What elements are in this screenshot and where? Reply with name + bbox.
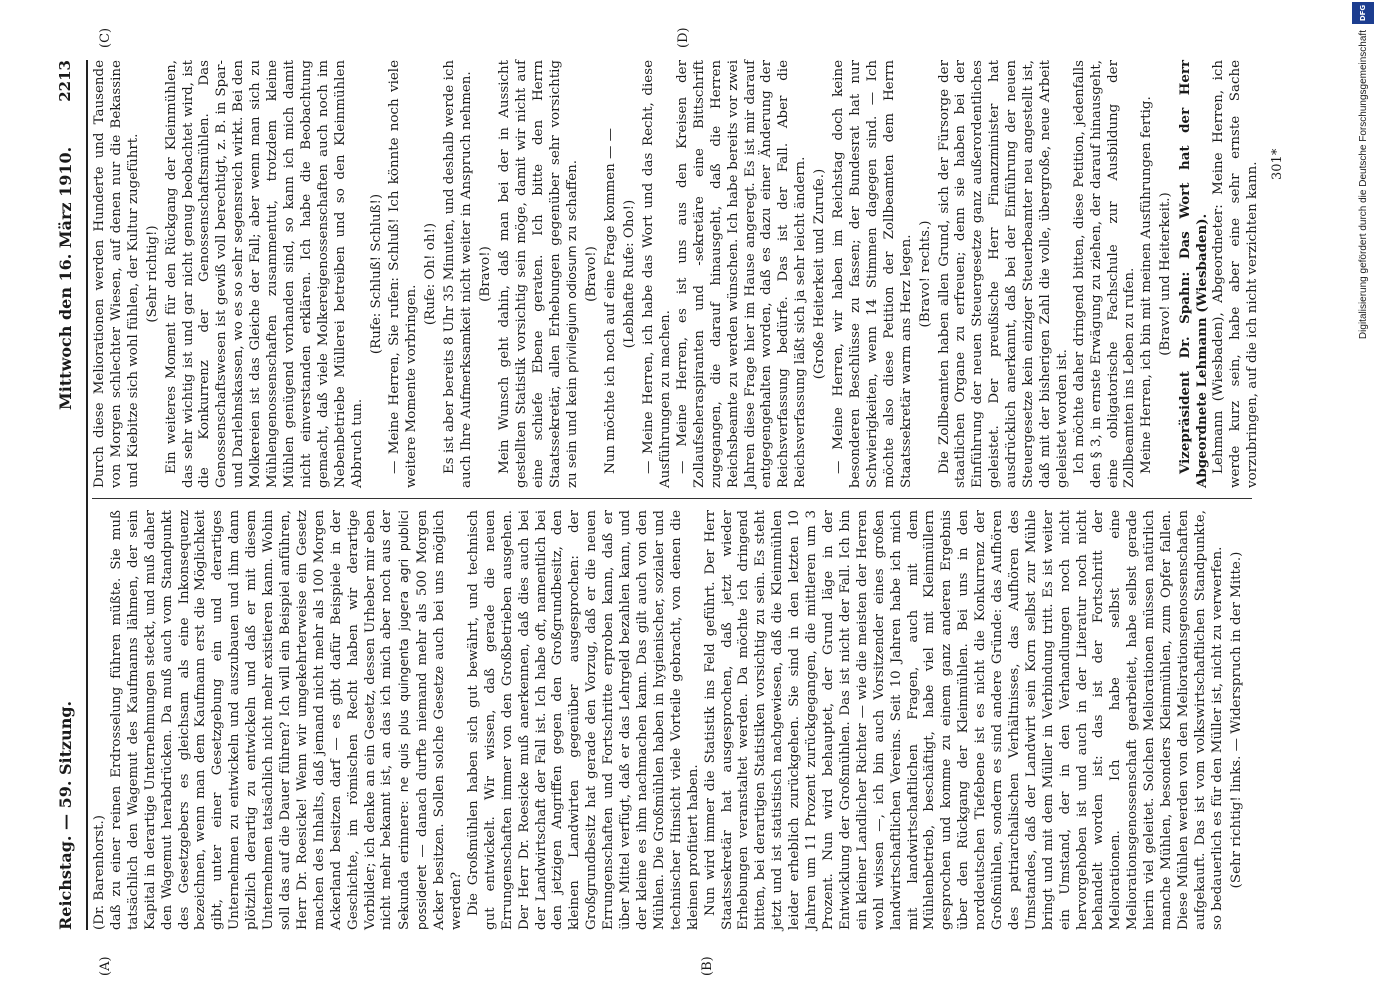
paragraph: Vizepräsident Dr. Spahn: Das Wort hat der Herr Abgeordnete Lehmann (Wiesbaden). [1177,60,1211,488]
margin-mark-d: (D) [676,27,691,48]
header-session: Reichstag. — 59. Sitzung. [56,700,75,930]
paragraph: Nun wird immer die Statistik ins Feld geführt. Der Herr Staatssekretär hat ausgesprochen, daß jetzt wieder Erhebungen veranstaltet werden. Da möchte ich dringend bitten, bei derartigen Statistiken vorsichtig zu sein. Es steht jetzt und ist statistisch nachgewiesen, daß die Kleinmühlen leider erheblich zurückgehen. Sie sind in den letzten 10 Jahren um 11 Prozent zurückgegangen, die mittleren um 3 Prozent. Nun wird behauptet, der Grund läge in der Entwicklung der Großmühlen. Das ist nicht der Fall. Ich bin ein kleiner Landlicher Richter — wie die meisten der Herren wohl wissen —, ich bin auch Vorsitzender eines großen landwirtschaftlichen Vereins. Seit 10 Jahren habe ich mich mit landwirtschaftlichen Fragen, auch mit dem Mühlenbetrieb, beschäftigt, habe viel mit Kleinmüllern gesprochen und komme zu einem ganz anderen Ergebnis über den Rückgang der Kleinmühlen. Bei uns in den norddeutschen Tiefebene ist es nicht die Konkurrenz der Großmühlen, sondern es sind andere Gründe: das Aufhören des patriarchalischen Verhältnisses, das Aufhören des Umstandes, daß der Landwirt sein Korn selbst zur Mühle bringt und mit dem Müller in Verbindung tritt. Es ist weiter ein Umstand, der in den Verhandlungen noch nicht hervorgehoben ist und auch in der Literatur noch nicht behandelt worden ist: das ist der Fortschritt der Meliorationen. Ich habe selbst eine Meliorationsgenossenschaft gearbeitet, habe selbst gerade hierin viel geleitet. Solchen Meliorationen müssen natürlich manche Mühlen, besonders Kleinmühlen, zum Opfer fallen. Diese Mühlen werden von den Meliorationsgenossenschaften aufgekauft. Das ist vom volkswirtschaftlichen Standpunkte, so bedauerlich es für den Müller ist, nicht zu verwerfen. [702,510,1225,930]
paragraph: Es ist aber bereits 8 Uhr 35 Minuten, und deshalb werde ich auch Ihre Aufmerksamkeit nicht weiter in Anspruch nehmen. [442,60,475,488]
header-page-number: 2213 [56,60,74,102]
running-header [52,60,82,930]
paragraph: Durch diese Meliorationen werden Hunderte und Tausende von Morgen schlechter Wiesen, auf denen nur die Bekassine und Kiebitze sich wohl fühlen, der Kultur zugeführt. [92,60,141,488]
paragraph: — Meine Herren, ich habe das Wort und das Recht, diese Ausführungen zu machen. [641,60,673,488]
funding-notice: Digitalisierung gefördert durch die Deutsche Forschungsgemeinschaft [1358,30,1369,340]
speaker-line: (Dr. Barenhorst.) [92,815,107,930]
paragraph: — Meine Herren, Sie rufen: Schluß! Ich könnte noch viele weitere Momente vorbringen. [387,60,420,488]
paragraph: — Meine Herren, wir haben im Reichstag doch keine besonderen Beschlüsse zu fassen; der Bundesrat hat nur Schwierigkeiten, wenn 14 Stimmen dagegen sind. — Ich möchte also diese Petition der Zollbeamten dem Herrn Staatssekretär warm ans Herz legen. [831,60,914,488]
dfg-logo-icon: DFG [1352,2,1374,24]
right-column [92,60,1302,488]
paragraph: — Meine Herren, es ist uns aus den Kreisen der Zollaufseheraspiranten und -sekretäre eine Bittschrift zugegangen, die darauf hinausgeht, daß die Herren Reichsbeamte zu werden wünschen. Ich habe bereits vor zwei Jahren diese Frage hier im Hause angeregt. Es ist mir darauf entgegengehalten worden, daß es dazu einer Änderung der Reichsverfassung bedürfe. Das ist der Fall. Aber die Reichsverfassung läßt sich ja sehr leicht ändern. [674,60,809,488]
margin-mark-a: (A) [98,956,113,976]
paragraph: Meine Herren, ich bin mit meinen Ausführungen fertig. [1139,96,1155,474]
paragraph-text: zu schaffen. [565,159,581,242]
paragraph: daß zu einer reinen Erdrosselung führen müßte. Sie muß tatsächlich den Wagemut des Kaufmanns lähmen, der sein Kapital in derartige Unternehmungen steckt, und muß daher den Wagemut herabdrücken. Da muß auch vom Standpunkt des Gesetzgebers es gleichsam als eine Inkonsequenz bezeichnen, wenn man dem Kaufmann erst die Möglichkeit gibt, unter einer Gesetzgebung ein und derartiges Unternehmen zu entwickeln und auszubauen und ihm dann plötzlich derartig zu entwickeln und daß er mit diesem Unternehmen tatsächlich nicht mehr existieren kann. Wohin soll das auf die Dauer führen? Ich will ein Beispiel anführen, Herr Dr. Roesicke! Wenn wir umgekehrterweise ein Gesetz machen des Inhalts, daß jemand nicht mehr als 100 Morgen Ackerland besitzen darf — es gibt dafür Beispiele in der Geschichte, im römischen Recht haben wir derartige Vorbilder; ich denke an ein Gesetz, dessen Urheber mir eben nicht mehr bekannt ist, an das ich mich aber noch aus der Sekunda erinnere: ne quis plus quingenta jugera agri publici possideret — danach durfte niemand mehr als 500 Morgen Acker besitzen. Sollen solche Gesetze auch bei uns möglich werden? [108,509,465,930]
latin-quote: privilegium odiosum [564,245,580,373]
paragraph: Nun möchte ich noch auf eine Frage kommen — — [603,127,619,474]
paragraph-text: daß zu einer reinen Erdrosselung führen müßte. Sie muß tatsächlich den Wagemut des Kaufmanns lähmen, der sein Kapital in derartige Unternehmungen steckt, und muß daher den Wagemut herabdrücken. Da muß auch vom Standpunkt des Gesetzgebers es gleichsam als eine Inkonsequenz bezeichnen, wenn man dem Kaufmann erst die Möglichkeit gibt, unter einer Gesetzgebung ein und derartiges Unternehmen zu entwickeln und auszubauen und ihm dann plötzlich derartig zu entwickeln und daß er mit diesem Unternehmen tatsächlich nicht mehr existieren kann. Wohin soll das auf die Dauer führen? Ich will ein Beispiel anführen, Herr Dr. Roesicke! Wenn wir umgekehrterweise ein Gesetz machen des Inhalts, daß jemand nicht mehr als 100 Morgen Ackerland besitzen darf — es gibt dafür Beispiele in der Geschichte, im römischen Recht haben wir derartige Vorbilder; ich denke an ein Gesetz, dessen Urheber mir eben nicht mehr bekannt ist, an das ich mich aber noch aus der Sekunda erinnere: [108,510,413,930]
interjection: (Lebhafte Rufe: Oho!) [622,199,638,349]
paragraph: Ein weiteres Moment für den Rückgang der Kleinmühlen, das sehr wichtig ist und gar nicht genug beobachtet wird, ist die Konkurrenz der Genossenschaftsmühlen. Das Genossenschaftswesen ist gewiß voll berechtigt, z. B. in Spar- und Darlehnskassen, wo es so sehr segensreich wirkt. Bei den Molkereien ist das Gleiche der Fall; aber wenn man sich zu Mühlengenossenschaften zusammentut, trotzdem kleine Mühlen genügend vorhanden sind, so kann ich mich damit nicht einverstanden erklären. Ich habe die Beobachtung gemacht, daß viele Molkereigenossenschaften auch noch im Nebenbetriebe Müllerei betreiben und so den Kleinmühlen Abbruch tun. [163,60,365,488]
left-column [92,510,1272,930]
interjection: (Rufe: Schluß! Schluß!) [368,193,384,355]
paragraph: Lehmann (Wiesbaden), Abgeordneter: Meine Herren, ich werde kurz sein, habe aber eine sehr ernste Sache vorzubringen, auf die ich nicht verzichten kann. [1211,60,1260,488]
latin-quote: ne quis plus quingenta jugera agri publici possideret [396,509,430,930]
interjection: (Bravo!) [584,246,600,302]
header-date: Mittwoch den 16. März 1910. [56,146,75,410]
paragraph: Die Zollbeamten haben allen Grund, sich der Fürsorge der staatlichen Organe zu erfreuen; denn sie haben bei der Einführung der neuen Steuergesetze ganz außerordentliches geleistet. Der preußische Herr Finanzminister hat ausdrücklich anerkannt, daß bei der Einführung der neuen Steuergesetze kein einziger Steuerbeamter neu angestellt ist, daß mit der bisherigen Zahl die volle, übergroße, neue Arbeit geleistet worden ist. [936,60,1070,488]
column-divider [92,498,1252,499]
paragraph: Ich möchte daher dringend bitten, diese Petition, jedenfalls den § 3, in ernste Erwägung zu ziehen, der darauf hinausgeht, eine obligatorische Fachschule zur Ausbildung der Zollbeamten ins Leben zu rufen. [1071,60,1138,488]
interjection: (Bravo! rechts.) [917,220,933,328]
interjection: (Große Heiterkeit und Zurufe.) [812,168,828,380]
paragraph: Die Großmühlen haben sich gut bewährt, und technisch gut entwickelt. Wir wissen, daß gerade die neuen Errungenschaften immer von den Großbetrieben ausgehen. Der Herr Dr. Roesicke muß anerkennen, daß dies auch bei der Landwirtschaft der Fall ist. Ich habe oft, namentlich bei den jetzigen Angriffen gegen den Großgrundbesitz, den kleinen Landwirten gegenüber ausgesprochen: der Großgrundbesitz hat gerade den Vorzug, daß er die neuen Errungenschaften und Fortschritte erproben kann, daß er über Mittel verfügt, daß er das Lehrgeld bezahlen kann, und der kleine es ihm nachmachen kann. Das gilt auch von den Mühlen. Die Großmühlen haben in hygienischer, sozialer und technischer Hinsicht viele Vorteile gebracht, von denen die kleinen profitiert haben. [465,510,701,930]
sheet-signature: 301* [1270,148,1285,180]
margin-mark-c: (C) [98,27,113,48]
margin-mark-b: (B) [700,956,715,976]
interjection: (Sehr richtig!) [144,225,160,323]
header-rule [86,60,88,930]
paragraph-text: Mein Wunsch geht dahin, daß man bei der in Aussicht gestellten Statistik vorsichtig sein möge, damit wir nicht auf eine schiefe Ebene geraten. Ich bitte den Herrn Staatssekretär, allen Erhebungen gegenüber sehr vorsichtig zu sein und kein [496,60,581,488]
paragraph-text: danach durfte niemand mehr als 500 Morgen Acker besitzen. Sollen solche Gesetze auch bei uns möglich werden? [415,509,465,930]
paragraph [497,60,583,488]
interjection: (Bravo! und Heiterkeit.) [1158,192,1174,356]
interjection: (Rufe: Oh! oh!) [423,222,439,326]
interjection: (Sehr richtig! links. — Widerspruch in der Mitte.) [1228,551,1244,889]
interjection: (Bravo!) [477,246,493,302]
